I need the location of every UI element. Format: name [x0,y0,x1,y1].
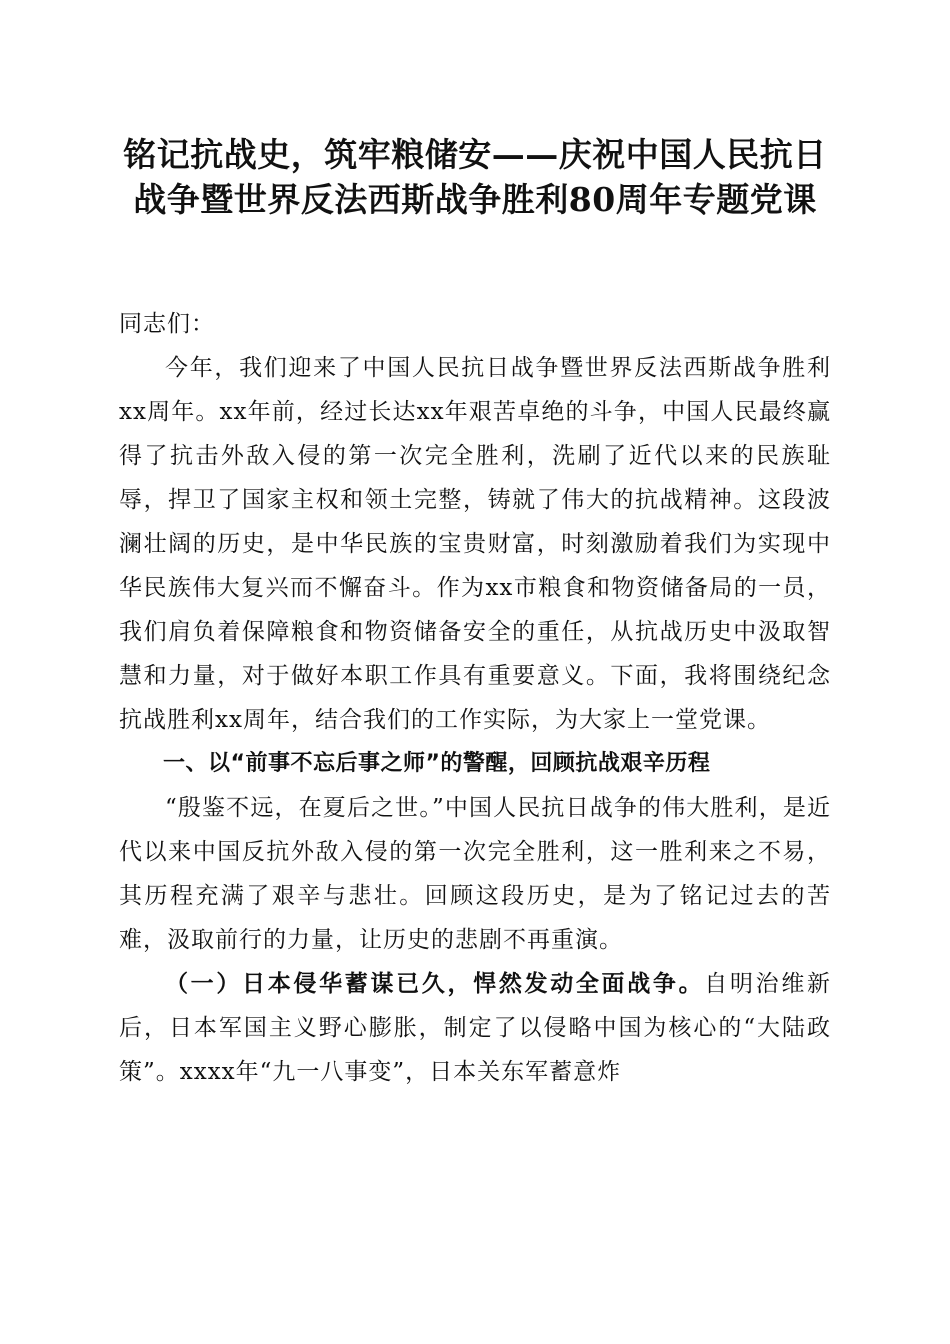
intro-paragraph: 今年，我们迎来了中国人民抗日战争暨世界反法西斯战争胜利xx周年。xx年前，经过长达xx年艰苦卓绝的斗争，中国人民最终赢得了抗击外敌入侵的第一次完全胜利，洗刷了近代以来的民族耻辱，捍卫了国家主权和领土完整，铸就了伟大的抗战精神。这段波澜壮阔的历史，是中华民族的宝贵财富，时刻激励着我们为实现中华民族伟大复兴而不懈奋斗。作为xx市粮食和物资储备局的一员，我们肩负着保障粮食和物资储备安全的重任，从抗战历史中汲取智慧和力量，对于做好本职工作具有重要意义。下面，我将围绕纪念抗战胜利xx周年，结合我们的工作实际，为大家上一堂党课。 [119,355,831,733]
document-page [119,132,831,1094]
subsection-1-lead: （一）日本侵华蓄谋已久，悍然发动全面战争。 [165,970,705,997]
section-heading-1: 一、以“前事不忘后事之师”的警醒，回顾抗战艰辛历程 [163,751,711,776]
subsection-1-paragraph [119,962,831,1094]
salutation: 同志们： [119,311,215,337]
document-title: 铭记抗战史，筑牢粮储安——庆祝中国人民抗日战争暨世界反法西斯战争胜利80周年专题党课 [123,135,827,219]
section-1-paragraph: “殷鉴不远，在夏后之世。”中国人民抗日战争的伟大胜利，是近代以来中国反抗外敌入侵的第一次完全胜利，这一胜利来之不易，其历程充满了艰辛与悲壮。回顾这段历史，是为了铭记过去的苦难，汲取前行的力量，让历史的悲剧不再重演。 [119,795,831,953]
subsection-1-body: 自明治维新后，日本军国主义野心膨胀，制定了以侵略中国为核心的“大陆政策”。xxxx年“九一八事变”，日本关东军蓄意炸 [119,971,832,1085]
